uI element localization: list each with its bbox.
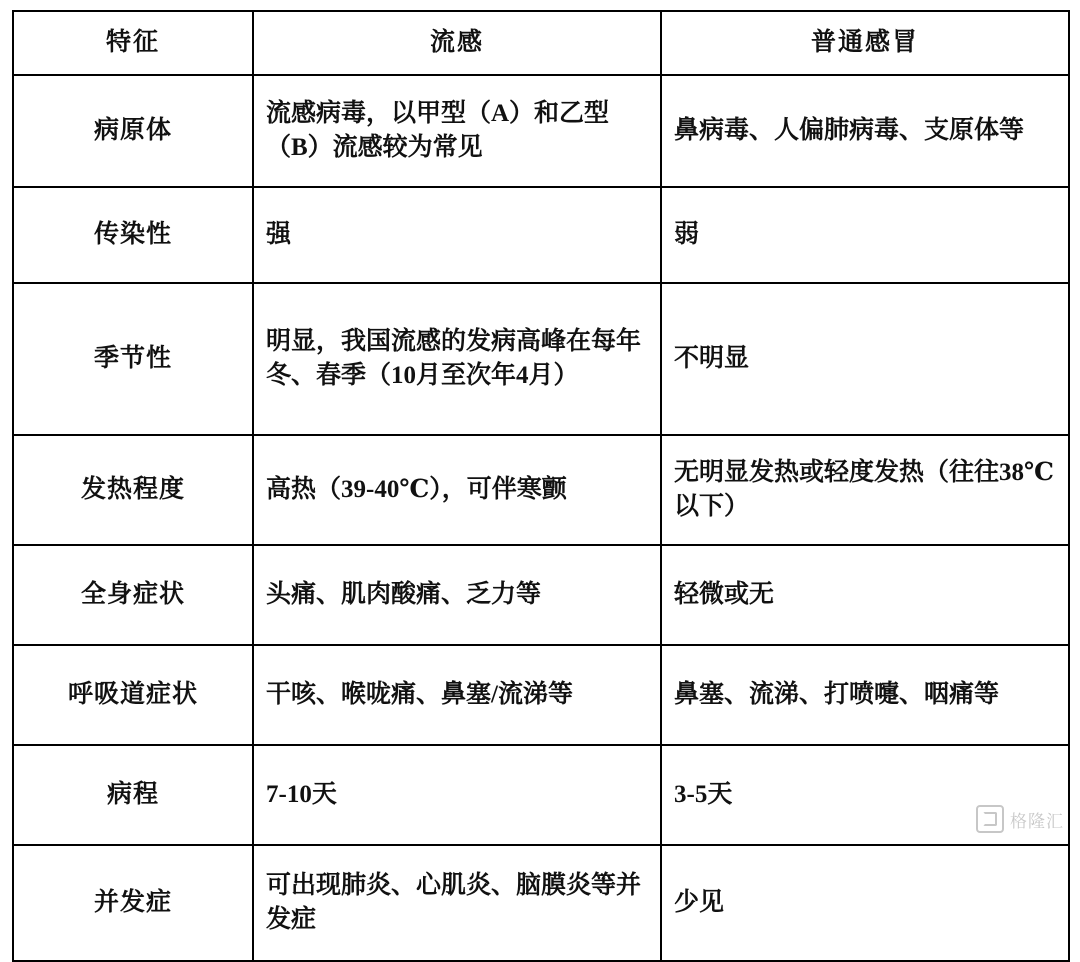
row-feature-label: 季节性 [13,283,253,435]
row-feature-label: 发热程度 [13,435,253,545]
column-header-flu: 流感 [253,11,661,75]
row-flu-value: 7-10天 [253,745,661,845]
table-header [13,11,1069,75]
column-header-cold: 普通感冒 [661,11,1069,75]
row-flu-value: 明显，我国流感的发病高峰在每年冬、春季（10月至次年4月） [253,283,661,435]
table-row [13,745,1069,845]
row-flu-value: 高热（39-40℃），可伴寒颤 [253,435,661,545]
row-flu-value: 可出现肺炎、心肌炎、脑膜炎等并发症 [253,845,661,961]
table-row [13,845,1069,961]
table-row [13,435,1069,545]
row-feature-label: 病程 [13,745,253,845]
row-cold-value: 不明显 [661,283,1069,435]
column-header-feature: 特征 [13,11,253,75]
table-body [13,75,1069,961]
watermark-text: 格隆汇 [1010,811,1064,831]
row-cold-value: 少见 [661,845,1069,961]
table-row [13,75,1069,187]
logo-mark-icon [976,805,1004,833]
watermark [976,805,1064,833]
table-row [13,645,1069,745]
row-feature-label: 传染性 [13,187,253,283]
row-feature-label: 呼吸道症状 [13,645,253,745]
row-cold-value: 3-5天 [661,745,1069,845]
row-flu-value: 头痛、肌肉酸痛、乏力等 [253,545,661,645]
table-row [13,187,1069,283]
row-cold-value: 鼻塞、流涕、打喷嚏、咽痛等 [661,645,1069,745]
table-row [13,283,1069,435]
table-header-row [13,11,1069,75]
row-flu-value: 强 [253,187,661,283]
comparison-table [12,10,1070,962]
row-cold-value: 轻微或无 [661,545,1069,645]
table-row [13,545,1069,645]
row-feature-label: 全身症状 [13,545,253,645]
row-flu-value: 干咳、喉咙痛、鼻塞/流涕等 [253,645,661,745]
row-cold-value: 鼻病毒、人偏肺病毒、支原体等 [661,75,1069,187]
row-cold-value: 无明显发热或轻度发热（往往38℃以下） [661,435,1069,545]
row-feature-label: 病原体 [13,75,253,187]
row-cold-value: 弱 [661,187,1069,283]
row-flu-value: 流感病毒，以甲型（A）和乙型（B）流感较为常见 [253,75,661,187]
row-feature-label: 并发症 [13,845,253,961]
